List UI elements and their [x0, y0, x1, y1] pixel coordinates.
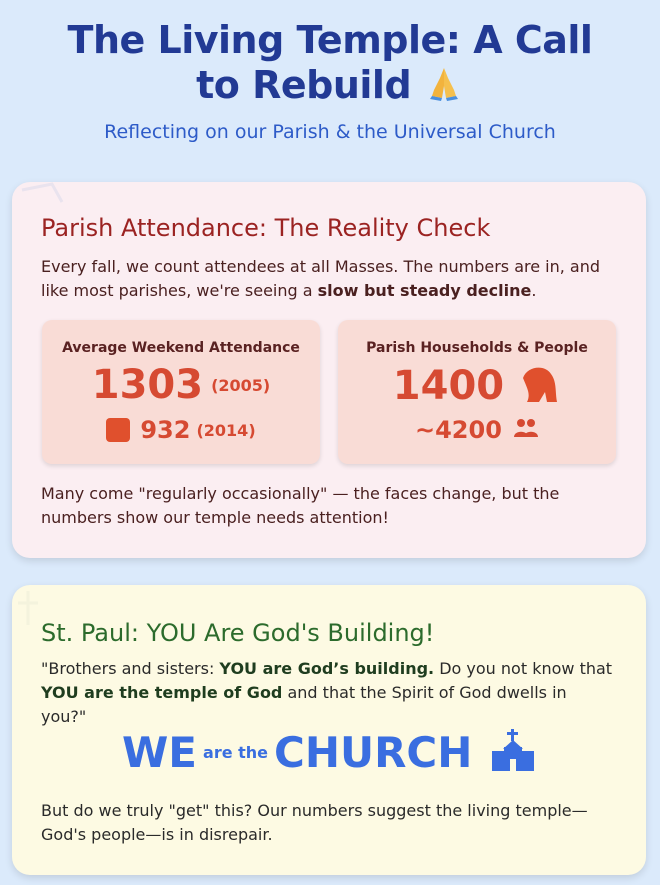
praying-hands-icon: [424, 62, 464, 111]
paul-card: [12, 585, 646, 875]
paul-quote-bold-1: YOU are God’s building.: [219, 659, 435, 678]
stat-attendance-secondary: [42, 416, 320, 444]
stat-attendance-value: 1303: [91, 362, 204, 408]
stat-households-value2: ~4200: [415, 416, 502, 444]
attendance-intro-text: Every fall, we count attendees at all Masses. The numbers are in, and like most parishes, we're seeing a: [41, 257, 601, 300]
page-title: [40, 18, 620, 111]
page-subtitle: Reflecting on our Parish & the Universal Church: [104, 121, 556, 143]
stat-attendance-label: Average Weekend Attendance: [62, 340, 300, 356]
stat-households: [338, 320, 616, 464]
paul-quote-text-1: "Brothers and sisters:: [41, 659, 220, 678]
stat-attendance-year: (2005): [211, 375, 271, 395]
stat-attendance-value2: 932: [140, 416, 191, 444]
paul-quote-text-2: Do you not know that: [434, 659, 613, 678]
attendance-card: [12, 182, 646, 558]
we-word: WE: [121, 728, 198, 777]
paul-quote-bold-2: YOU are the temple of God: [41, 683, 283, 702]
church-word: CHURCH: [274, 728, 473, 777]
attendance-heading: Parish Attendance: The Reality Check: [41, 214, 491, 242]
people-icon: [513, 417, 539, 443]
attendance-intro-bold: slow but steady decline: [317, 281, 532, 300]
church-icon: [490, 729, 536, 777]
page-header: [0, 0, 660, 143]
we-are-the-church: [12, 728, 646, 777]
stat-households-label: Parish Households & People: [366, 340, 588, 356]
page-title-text: The Living Temple: A Call to Rebuild: [67, 18, 593, 107]
stat-households-primary: [338, 362, 616, 414]
attendance-intro: [41, 255, 616, 303]
house-icon: [517, 362, 561, 410]
attendance-intro-end: .: [531, 281, 537, 300]
stat-attendance-primary: [42, 362, 320, 414]
red-square-icon: [106, 418, 130, 442]
paul-quote: [41, 657, 616, 729]
paul-heading: St. Paul: YOU Are God's Building!: [41, 619, 435, 647]
paul-outro: But do we truly "get" this? Our numbers suggest the living temple—God's people—is in disrepair.: [41, 801, 588, 844]
attendance-outro: Many come "regularly occasionally" — the faces change, but the numbers show our temple needs attention!: [41, 484, 560, 527]
stat-attendance: [42, 320, 320, 464]
paul-quote-text-3: and that the Spirit of God dwells in you?": [41, 683, 567, 726]
are-the-word: are the: [203, 743, 269, 762]
stat-attendance-year2: (2014): [196, 420, 256, 440]
stat-households-value: 1400: [392, 363, 505, 409]
stat-households-secondary: [338, 416, 616, 444]
